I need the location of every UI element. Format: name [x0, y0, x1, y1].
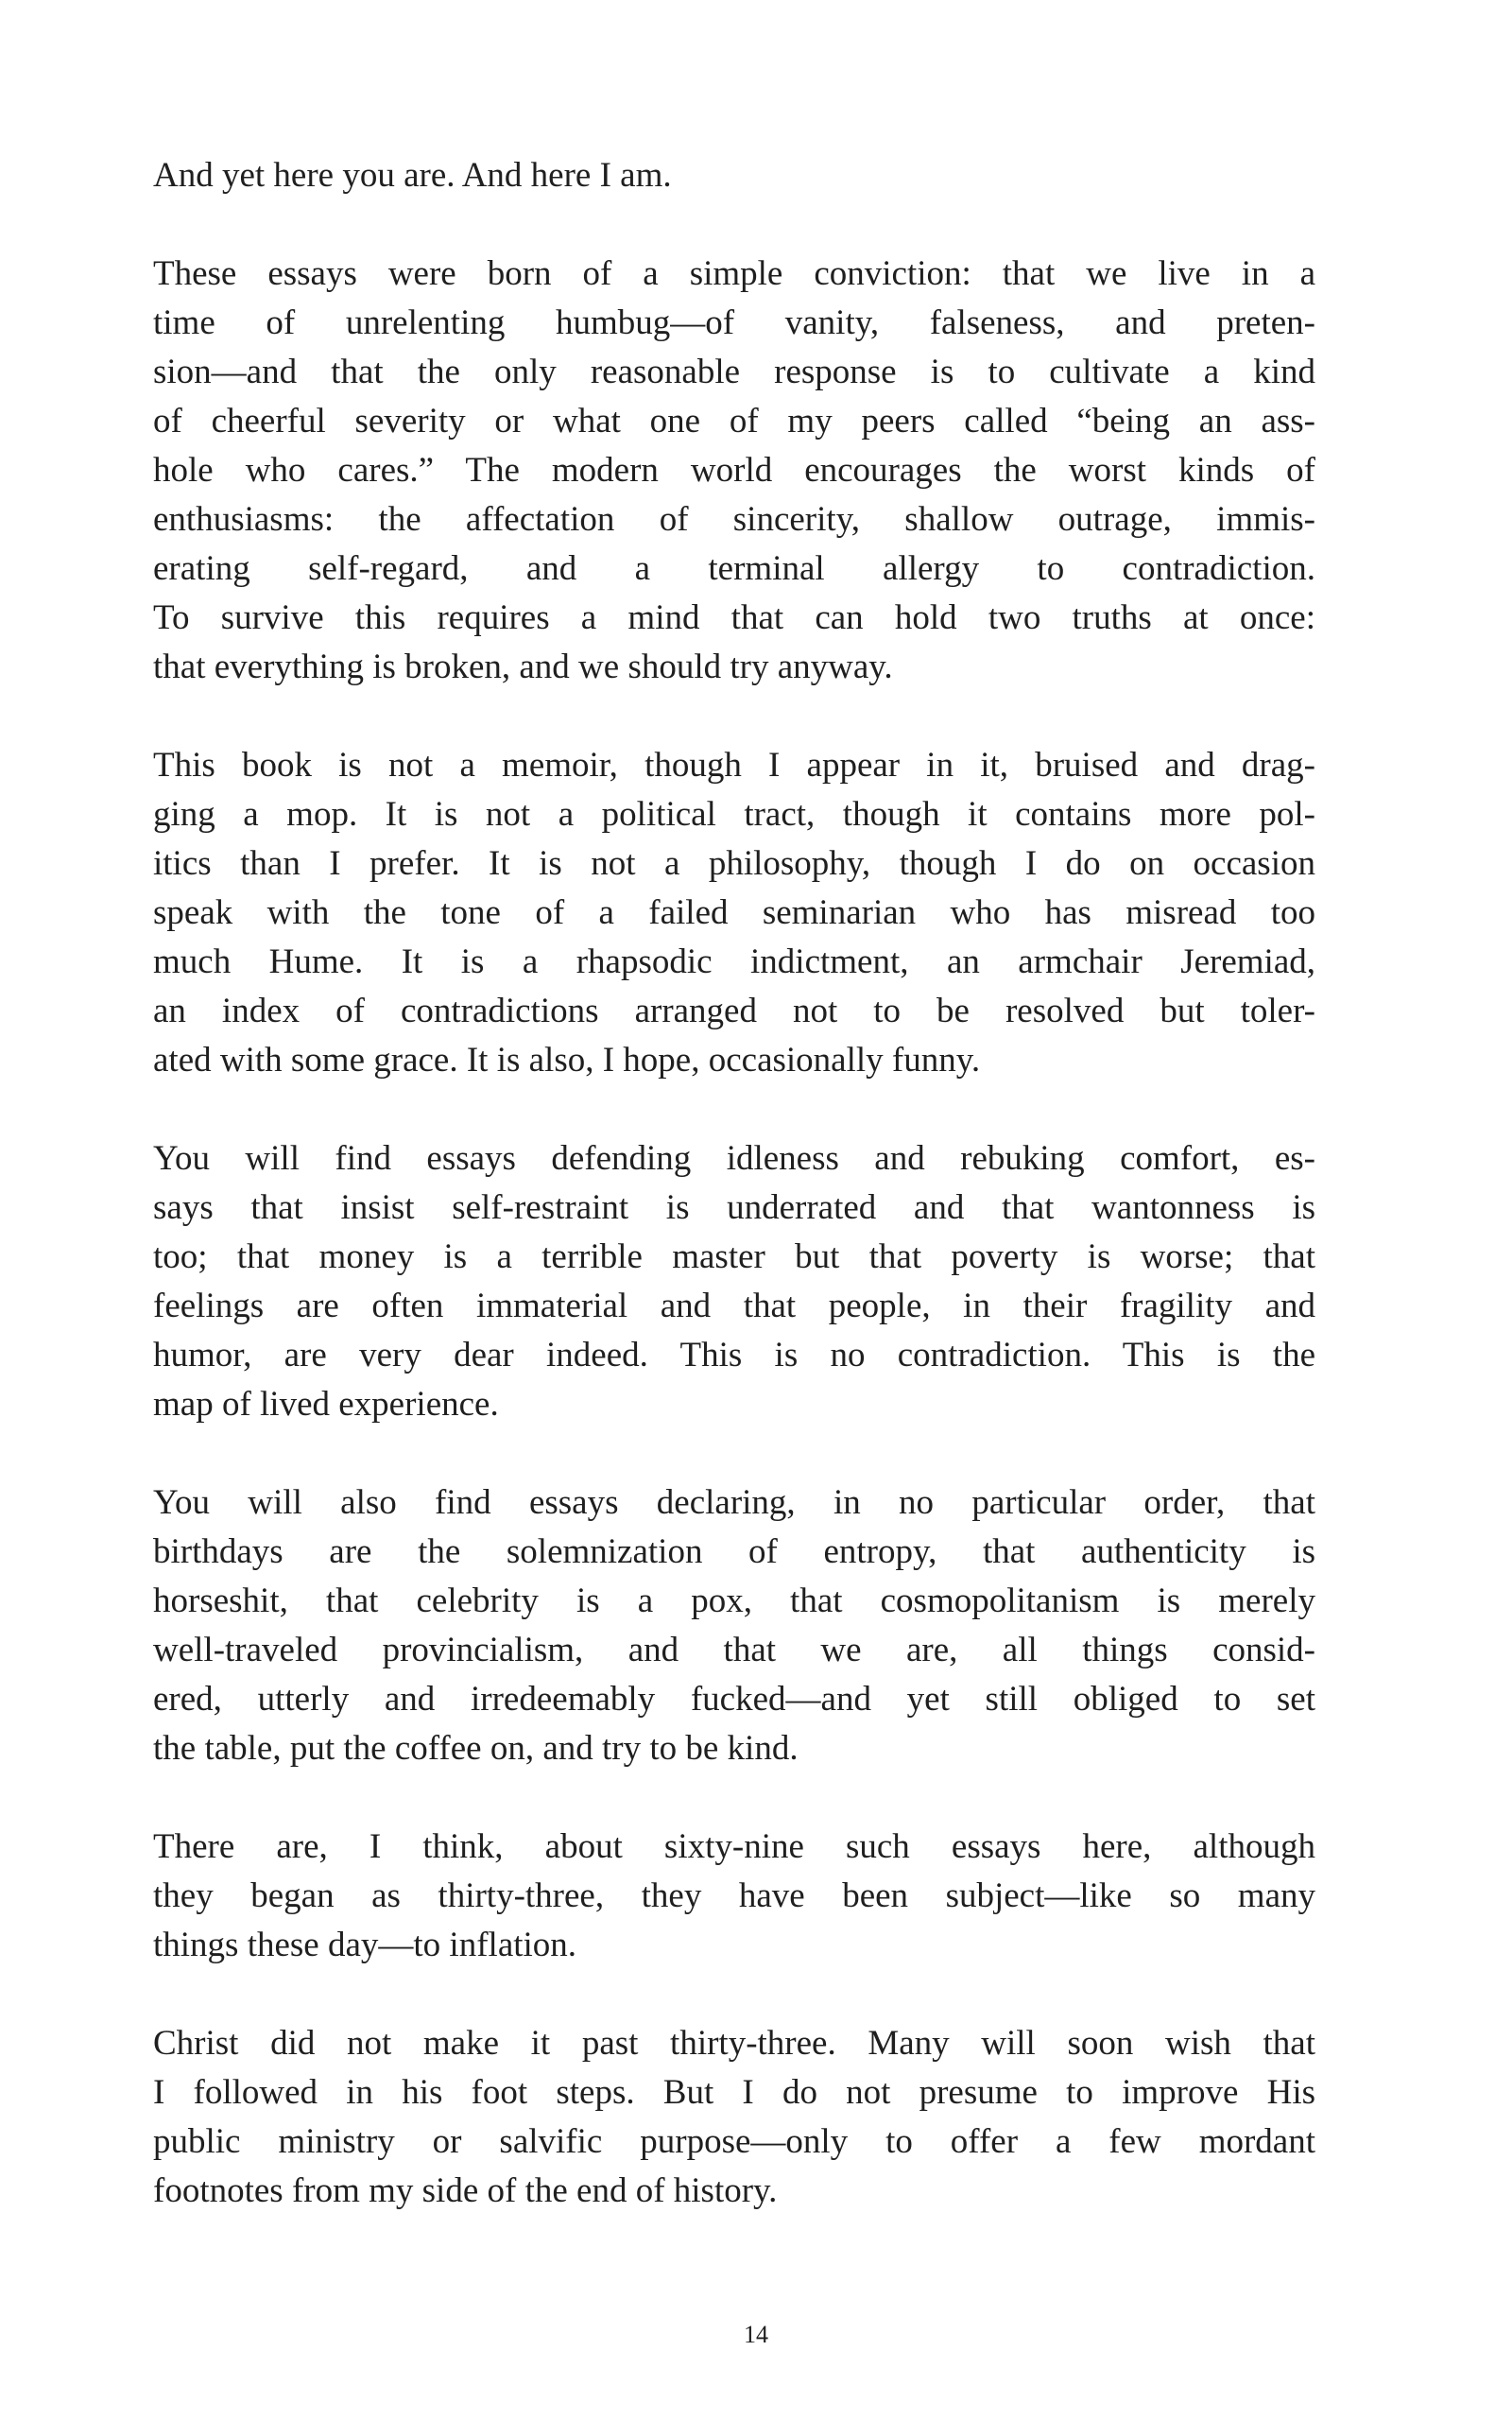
text-line: ated with some grace. It is also, I hope, occasionally funny. [153, 1041, 981, 1080]
text-line: erating self-regard, and a terminal allergy to contradiction. [153, 549, 1315, 588]
text-line: they began as thirty-three, they have been subject—like so many [153, 1876, 1315, 1915]
text-line: itics than I prefer. It is not a philosophy, though I do on occasion [153, 844, 1315, 883]
text-line: things these day—to inflation. [153, 1926, 577, 1964]
text-line: There are, I think, about sixty-nine such essays here, although [153, 1827, 1315, 1866]
text-line: the table, put the coffee on, and try to be kind. [153, 1729, 799, 1768]
body-text [153, 151, 1315, 2265]
text-line: birthdays are the solemnization of entropy, that authenticity is [153, 1532, 1315, 1571]
text-line: horseshit, that celebrity is a pox, that cosmopolitanism is merely [153, 1582, 1315, 1620]
text-line: You will find essays defending idleness and rebuking comfort, es- [153, 1139, 1315, 1178]
text-line: that everything is broken, and we should try anyway. [153, 648, 893, 686]
text-line: time of unrelenting humbug—of vanity, falseness, and preten- [153, 303, 1315, 342]
text-line: hole who cares.” The modern world encourages the worst kinds of [153, 451, 1315, 490]
text-line: says that insist self-restraint is underrated and that wantonness is [153, 1188, 1315, 1227]
paragraph-7 [153, 2019, 1315, 2216]
paragraph-3 [153, 741, 1315, 1085]
text-line: public ministry or salvific purpose—only to offer a few mordant [153, 2122, 1315, 2161]
paragraph-6 [153, 1823, 1315, 1970]
page-number: 14 [744, 2321, 768, 2348]
text-line: These essays were born of a simple conviction: that we live in a [153, 254, 1315, 293]
paragraph-2 [153, 250, 1315, 692]
text-line: an index of contradictions arranged not to be resolved but toler- [153, 992, 1315, 1030]
text-line: much Hume. It is a rhapsodic indictment, an armchair Jeremiad, [153, 942, 1315, 981]
text-line: too; that money is a terrible master but that poverty is worse; that [153, 1237, 1315, 1276]
text-line: I followed in his foot steps. But I do not presume to improve His [153, 2073, 1315, 2112]
text-line: sion—and that the only reasonable response is to cultivate a kind [153, 353, 1315, 391]
text-line: ging a mop. It is not a political tract, though it contains more pol- [153, 795, 1315, 834]
paragraph-5 [153, 1478, 1315, 1773]
text-line: well-traveled provincialism, and that we are, all things consid- [153, 1631, 1315, 1669]
text-line: enthusiasms: the affectation of sincerity, shallow outrage, immis- [153, 500, 1315, 539]
text-line: And yet here you are. And here I am. [153, 156, 672, 195]
text-line: You will also find essays declaring, in no particular order, that [153, 1483, 1315, 1522]
text-line: map of lived experience. [153, 1385, 499, 1424]
text-line: of cheerful severity or what one of my peers called “being an ass- [153, 402, 1315, 441]
text-line: feelings are often immaterial and that people, in their fragility and [153, 1287, 1315, 1325]
text-line: humor, are very dear indeed. This is no contradiction. This is the [153, 1336, 1315, 1374]
text-line: Christ did not make it past thirty-three. Many will soon wish that [153, 2024, 1315, 2063]
paragraph-1 [153, 151, 1315, 200]
text-line: footnotes from my side of the end of history. [153, 2171, 778, 2210]
text-line: This book is not a memoir, though I appear in it, bruised and drag- [153, 746, 1315, 785]
text-line: ered, utterly and irredeemably fucked—and yet still obliged to set [153, 1680, 1315, 1719]
text-line: To survive this requires a mind that can hold two truths at once: [153, 598, 1315, 637]
text-line: speak with the tone of a failed seminarian who has misread too [153, 893, 1315, 932]
paragraph-4 [153, 1134, 1315, 1429]
